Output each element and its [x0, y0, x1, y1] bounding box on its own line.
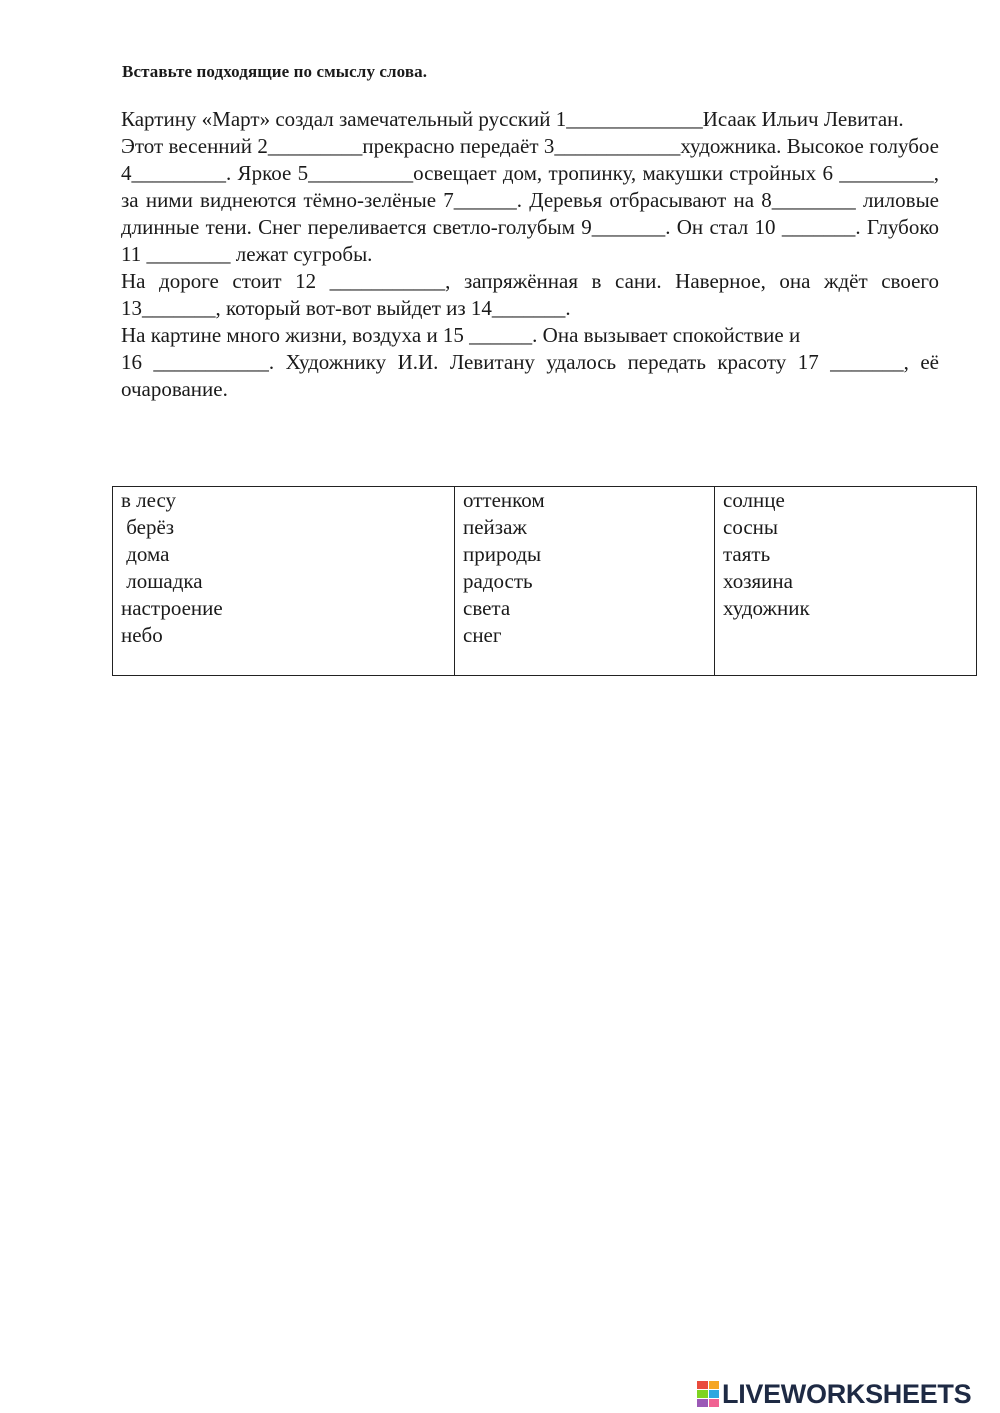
logo-square: [697, 1381, 708, 1389]
paragraph-1: Картину «Март» создал замечательный русский 1_____________Исаак Ильич Левитан.: [121, 107, 904, 131]
word-bank-item: художник: [723, 596, 810, 620]
word-bank-item: сосны: [723, 515, 779, 539]
logo-square: [709, 1399, 720, 1407]
word-bank-item: настроение: [121, 596, 223, 620]
paragraph-5: 16 ___________. Художнику И.И. Левитану удалось передать красоту 17 _______, её очарование.: [121, 350, 939, 401]
logo-text: LIVEWORKSHEETS: [722, 1378, 972, 1409]
word-bank-item: света: [463, 596, 511, 620]
instruction-heading: Вставьте подходящие по смыслу слова.: [122, 62, 428, 81]
paragraph-3: На дороге стоит 12 ___________, запряжённая в сани. Наверное, она ждёт своего 13_______, который вот-вот выйдет из 14_______.: [121, 269, 939, 320]
logo-square: [697, 1399, 708, 1407]
word-bank-item: солнце: [723, 488, 785, 512]
word-bank-item: лошадка: [121, 569, 203, 593]
word-bank-item: берёз: [121, 515, 175, 539]
word-bank-column-1: [113, 487, 455, 676]
paragraph-2: Этот весенний 2_________прекрасно передаёт 3____________художника. Высокое голубое 4_________. Яркое 5__________освещает дом, тропинку, макушки стройных 6 _________, за ними виднеются тёмно-зелёные 7______. Деревья отбрасывают на 8________ лиловые длинные тени. Снег переливается светло-голубым 9_______. Он стал 10 _______. Глубоко 11 ________ лежат сугробы.: [121, 134, 939, 266]
word-bank-item: природы: [463, 542, 542, 566]
logo-square: [709, 1390, 720, 1398]
word-bank-item: небо: [121, 623, 163, 647]
word-bank-item: радость: [463, 569, 533, 593]
word-bank-item: пейзаж: [463, 515, 527, 539]
word-bank-item: дома: [121, 542, 170, 566]
word-bank-item: оттенком: [463, 488, 545, 512]
word-bank-column-2: [455, 487, 715, 676]
word-bank-item: хозяина: [723, 569, 793, 593]
liveworksheets-logo-icon: [697, 1381, 719, 1407]
paragraph-4: На картине много жизни, воздуха и 15 ______. Она вызывает спокойствие и: [121, 323, 801, 347]
word-bank-row: [113, 487, 977, 676]
liveworksheets-logo[interactable]: [697, 1378, 971, 1410]
word-bank-item: таять: [723, 542, 771, 566]
word-bank-item: снег: [463, 623, 502, 647]
word-bank-table: [112, 486, 977, 676]
logo-square: [709, 1381, 720, 1389]
word-bank-item: в лесу: [121, 488, 177, 512]
logo-square: [697, 1390, 708, 1398]
cloze-text: [121, 106, 939, 403]
word-bank-column-3: [715, 487, 977, 676]
